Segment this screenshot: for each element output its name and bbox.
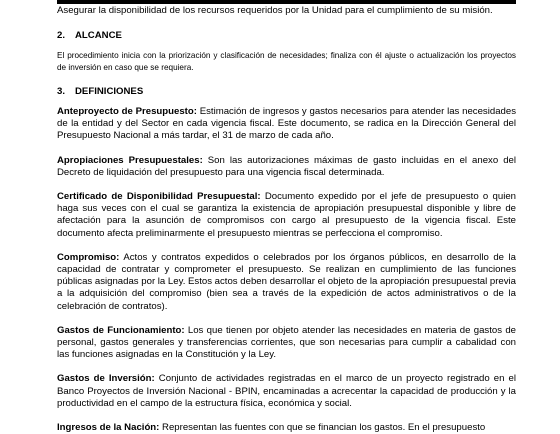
definition-term: Gastos de Inversión: xyxy=(57,373,155,385)
section-number: 2. xyxy=(57,30,66,42)
definition-term: Anteproyecto de Presupuesto: xyxy=(57,106,197,118)
definition-compromiso xyxy=(57,252,516,313)
definition-term: Gastos de Funcionamiento: xyxy=(57,324,185,336)
definition-text: Representan las fuentes con que se financian los gastos. En el presupuesto xyxy=(159,422,486,434)
definition-apropiaciones xyxy=(57,155,516,179)
definition-text: Los que tienen por objeto atender las necesidades en materia de gastos de personal, gastos generales y transferencias corrientes, que son necesarias para cumplir a cabalidad con las funciones asignadas en la Constitución y la Ley. xyxy=(57,324,516,361)
definition-text: Documento expedido por el jefe de presupuesto o quien haga sus veces con el cual se garantiza la existencia de apropiación presupuestal disponible y libre de afectación para la asunción de compromisos con cargo al presupuesto de la vigencia fiscal. Este documento afecta preliminarmente el presupuesto mientras se perfecciona el compromiso. xyxy=(57,191,516,239)
definition-text: Actos y contratos expedidos o celebrados por los órganos públicos, en desarrollo de la capacidad de contratar y comprometer el presupuesto. Se realizan en cumplimiento de las funciones públicas asignadas por la Ley. Estos actos deben desarrollar el objeto de la apropiación presupuestal previa a la adquisición del compromiso (bien sea a través de la expedición de actos administrativos o de la celebración de contratos). xyxy=(57,251,517,312)
section-number: 3. xyxy=(57,86,66,98)
top-rule xyxy=(57,0,516,4)
definition-text: Estimación de ingresos y gastos necesarios para atender las necesidades de la entidad y del Sector en cada vigencia fiscal. Este documento, se radica en la Dirección General del Presupuesto Nacional a más tardar, el 31 de marzo de cada año. xyxy=(57,106,516,142)
section-heading-alcance xyxy=(57,30,516,42)
definition-ingresos-nacion xyxy=(57,422,516,434)
alcance-paragraph: El procedimiento inicia con la priorización y clasificación de necesidades; finaliza con él ajuste o actualización los proyectos de inversión en caso que se requiera. xyxy=(57,51,516,72)
definition-text: Son las autorizaciones máximas de gasto incluidas en el anexo del Decreto de liquidación del presupuesto para una vigencia fiscal determinada. xyxy=(57,154,516,178)
intro-paragraph: Asegurar la disponibilidad de los recursos requeridos por la Unidad para el cumplimiento de su misión. xyxy=(57,5,493,16)
definition-term: Compromiso: xyxy=(57,251,120,263)
definition-term: Certificado de Disponibilidad Presupuestal: xyxy=(57,191,261,203)
section-title: ALCANCE xyxy=(75,30,122,42)
definition-term: Ingresos de la Nación: xyxy=(57,422,160,434)
definition-gastos-inversion xyxy=(57,373,516,410)
definition-term: Apropiaciones Presupuestales: xyxy=(57,154,203,166)
definition-anteproyecto xyxy=(57,106,516,143)
definition-gastos-funcionamiento xyxy=(57,325,516,362)
definition-text: Conjunto de actividades registradas en el marco de un proyecto registrado en el Banco Proyectos de Inversión Nacional - BPIN, encaminadas a acrecentar la capacidad de producción y la productividad en el campo de la estructura física, económica y social. xyxy=(57,373,516,409)
definition-certificado xyxy=(57,191,516,240)
section-heading-definiciones xyxy=(57,86,516,98)
section-title: DEFINICIONES xyxy=(75,86,144,98)
